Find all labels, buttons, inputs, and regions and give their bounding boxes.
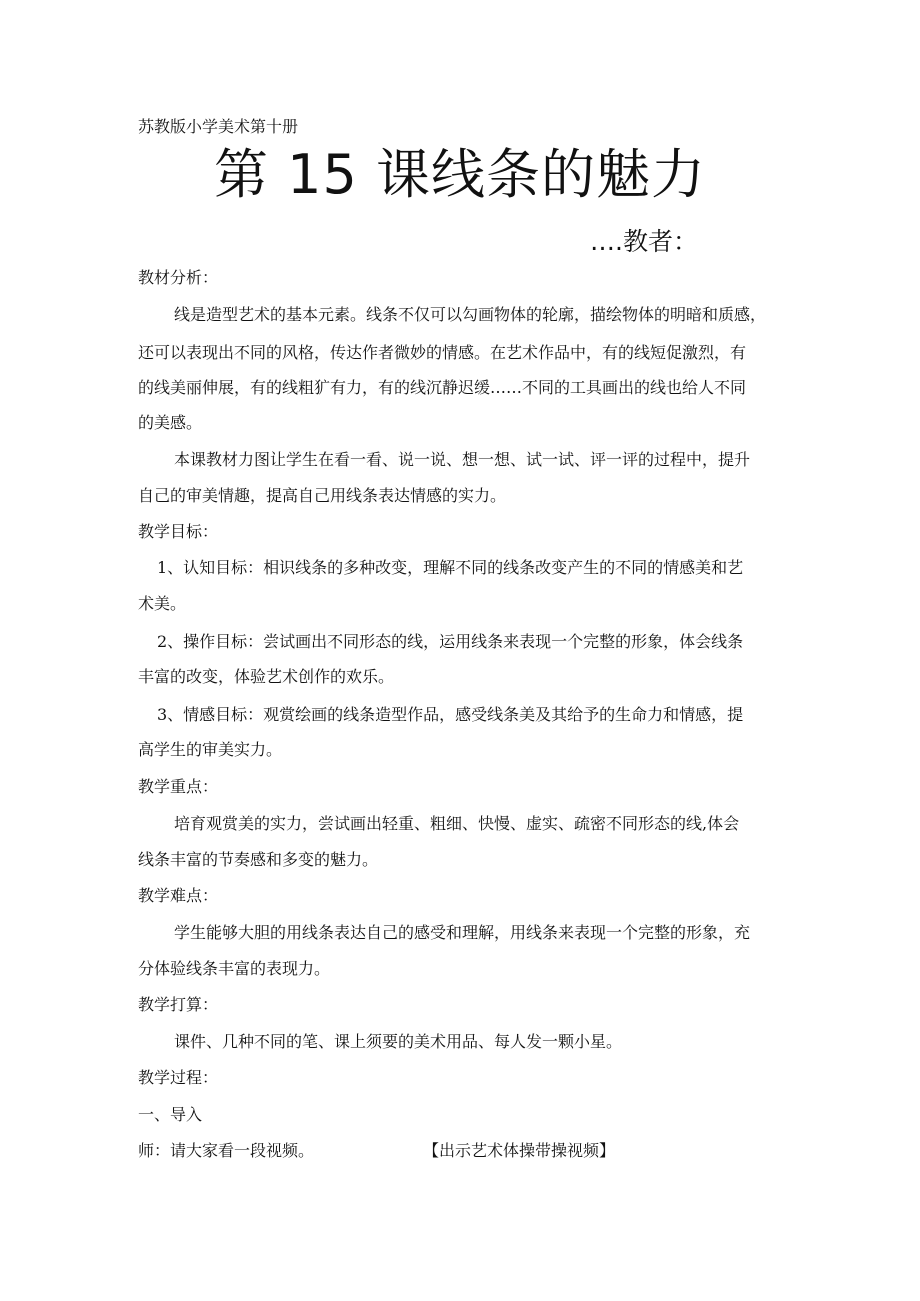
lesson-title: 第 15 课线条的魅力 [213,143,707,206]
goal3-line1: 3、情感目标：观赏绘画的线条造型作品，感受线条美及其给予的生命力和情感，提 [157,705,744,724]
difficulty-line2: 分体验线条丰富的表现力。 [138,959,331,978]
goal2-line1: 2、操作目标：尝试画出不同形态的线，运用线条来表现一个完整的形象，体会线条 [157,632,744,651]
difficulty-line1: 学生能够大胆的用线条表达自己的感受和理解，用线条来表现一个完整的形象，充 [174,923,751,942]
goal2-line2: 丰富的改变，体验艺术创作的欢乐。 [138,667,395,686]
analysis-p1-line4: 的美感。 [138,413,203,432]
series-label: 苏教版小学美术第十册 [138,117,299,136]
step1-heading: 一、导入 [138,1105,203,1124]
goal3-line2: 高学生的审美实力。 [138,740,283,759]
difficulty-heading: 教学难点： [138,886,219,905]
analysis-p2-line2: 自己的审美情趣，提高自己用线条表达情感的实力。 [138,486,507,505]
analysis-p1-line3: 的线美丽伸展，有的线粗犷有力，有的线沉静迟缓……不同的工具画出的线也给人不同 [138,378,747,397]
goals-heading: 教学目标： [138,522,219,541]
key-line2: 线条丰富的节奏感和多变的魅力。 [138,850,379,869]
goal1-line2: 术美。 [138,594,187,613]
analysis-heading: 教材分析： [138,268,219,287]
analysis-p1-line1: 线是造型艺术的基本元素。线条不仅可以勾画物体的轮廓，描绘物体的明暗和质感， [174,305,767,324]
prep-line: 课件、几种不同的笔、课上须要的美术用品、每人发一颗小星。 [174,1032,623,1051]
teacher-line: 师：请大家看一段视频。 [138,1141,315,1160]
analysis-p2-line1: 本课教材力图让学生在看一看、说一说、想一想、试一试、评一评的过程中，提升 [174,450,751,469]
key-line1: 培育观赏美的实力，尝试画出轻重、粗细、快慢、虚实、疏密不同形态的线,体会 [174,814,740,833]
goal1-line1: 1、认知目标：相识线条的多种改变，理解不同的线条改变产生的不同的情感美和艺 [157,558,744,577]
show-video-note: 【出示艺术体操带操视频】 [423,1141,616,1160]
process-heading: 教学过程： [138,1068,219,1087]
prep-heading: 教学打算： [138,995,219,1014]
analysis-p1-line2: 还可以表现出不同的风格，传达作者微妙的情感。在艺术作品中，有的线短促激烈，有 [138,343,747,362]
key-heading: 教学重点： [138,777,219,796]
teacher-label: ….教者： [590,227,698,256]
